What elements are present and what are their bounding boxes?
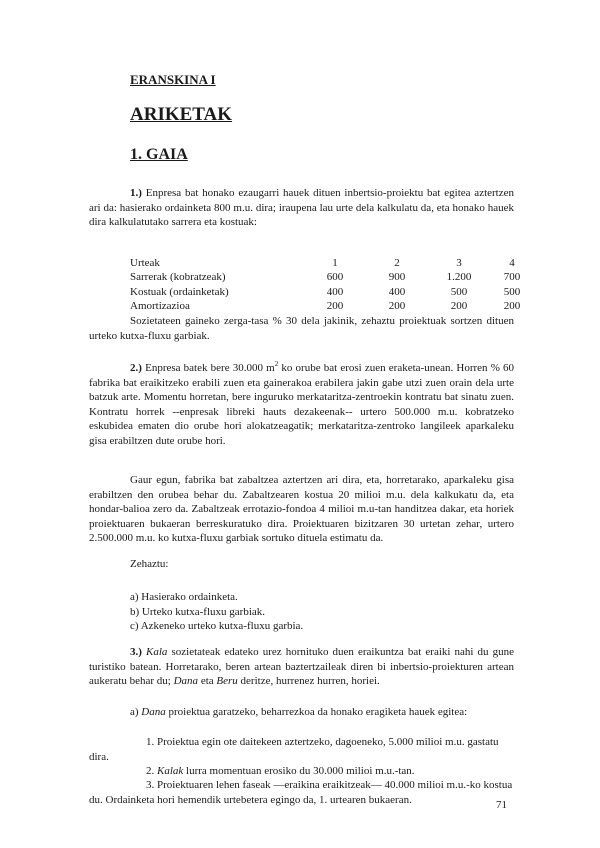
table-cell: Amortizazioa [130,300,190,313]
table-cell: 900 [388,271,406,284]
company-name: Kalak [157,765,184,777]
exercise-2-body-b: ko orube bat erosi zuen eraketa-unean. Horren % 60 fabrika bat eraikitzeko erabili zuen eta gainerakoa erabilera jakin gabe utzi zuen orain dela urte batzuk arte. Momentu horretan, bere inguruko merkataritza-zentroekin kontratu bat sinatu zuen. Kontratu horrek --enpresak libreki hauts dezakeenak-- urtero 500.000 m.u. kobratzeko eskubidea ematen dio orube hori alokatzeagatik; merkataritza-zentroko langileek aparkaleku gisa erabiltzen dute orube hori. [89,362,515,447]
title-heading: ARIKETAK [130,104,233,125]
conclusion-text: Sozietateen gaineko zerga-tasa % 30 dela jakinik, zehaztu proiektuak sortzen dituen urteko kutxa-fluxu garbiak. [89,315,514,342]
table-header-cell: 4 [509,256,515,269]
page-number: 71 [496,799,507,811]
table-cell: 400 [388,285,406,298]
table-header-row [130,256,534,271]
table-cell: 200 [450,300,468,313]
exercise-2-body-a: Enpresa batek bere 30.000 m [145,362,275,374]
exercise-2-paragraph-2 [89,473,514,546]
list-item: c) Azkeneko urteko kutxa-fluxu garbia. [130,620,304,632]
table-cell: 200 [503,300,521,313]
subintro-text: proiektua garatzeko, beharrezkoa da honako eragiketa hauek egitea: [165,706,468,718]
step-2-prefix: 2. [146,765,157,777]
table-header-cell: 2 [394,256,400,269]
table-row [130,271,534,286]
company-name: Kala [146,646,168,658]
table-cell: 200 [326,300,344,313]
annex-heading: ERANSKINA I [130,72,216,87]
list-item: b) Urteko kutxa-fluxu garbiak. [130,605,266,618]
paragraph-text: Gaur egun, fabrika bat zabaltzea aztertzen ari dira, eta, horretarako, aparkaleku gisa erabiltzen den orubea behar du. Zabaltzearen kostua 20 milioi m.u. dela kalkukatu da, eta hondar-balioa zero da. Zabaltzeak errotazio-fondoa 4 milioi m.u-tan handitzea dakar, eta horiek proiektuaren bukaeran berreskuratuko dira. Proiektuaren bizitzaren 30 urtetan zehar, urtero 2.500.000 m.u. ko kutxa-fluxu garbiak sortuko dituela estimatu da. [89,474,514,544]
exercise-2-text [89,361,514,448]
cashflow-table [130,256,534,314]
exercise-2-list [130,590,303,634]
project-name: Dana [141,706,166,718]
exercise-3-body-c: deritze, hurrenez hurren, horiei. [237,675,380,687]
table-header-cell: 1 [332,256,338,269]
table-cell: 500 [450,285,468,298]
list-item: a) Hasierako ordainketa. [130,591,238,603]
exercise-3-body-a: sozietateak edateko urez hornituko duen eraikuntza bat eraiki nahi du gune turistiko batean. Horretarako, beren artean baztertzaileak diren bi inbertsio-proiekturen artean aukeratu behar du; [89,646,514,687]
exercise-3-number: 3.) [130,646,142,658]
superscript: 2 [274,360,279,368]
project-name: Dana [173,675,199,687]
table-cell: 600 [326,271,344,284]
exercise-3-subintro [130,705,467,720]
step-3: 3. Proiektuaren lehen faseak —eraikina eraikitzeak— 40.000 milioi m.u.-ko kostua du. Ordainketa hori hemendik urtebetera egingo da, 1. urtearen bukaeran. [89,779,513,806]
exercise-2-prompt: Zehaztu: [130,558,169,570]
table-cell: 400 [326,285,344,298]
subintro-prefix: a) [130,706,142,718]
exercise-1-text [89,186,514,230]
table-cell: 700 [503,271,521,284]
table-cell: 200 [388,300,406,313]
exercise-2-number: 2.) [130,362,142,374]
table-header-cell: Urteak [130,256,160,269]
exercise-3-body-b: eta [198,675,217,687]
table-cell: Kostuak (ordainketak) [130,285,229,298]
step-2 [89,764,514,779]
exercise-1-number: 1.) [130,187,142,199]
table-cell: 500 [503,285,521,298]
exercise-1-conclusion [89,314,514,343]
table-cell: Sarrerak (kobratzeak) [130,271,226,284]
exercise-3-text [89,645,514,689]
project-name: Beru [216,675,238,687]
table-header-cell: 3 [456,256,462,269]
step-1: 1. Proiektua egin ote daitekeen aztertzeko, dagoeneko, 5.000 milioi m.u. gastatu dira. [89,736,499,763]
exercise-1-body: Enpresa bat honako ezaugarri hauek dituen inbertsio-proiektu bat egitea aztertzen ari da: hasierako ordainketa 800 m.u. dira; iraupena lau urte dela kalkulatu da, eta honako hauek dira kalkulatutako sarrera eta kostuak: [89,187,514,228]
step-2-text: lurra momentuan erosiko du 30.000 milioi m.u.-tan. [183,765,415,777]
table-cell: 1.200 [446,271,472,284]
table-row [130,300,534,315]
table-row [130,285,534,300]
section-heading: 1. GAIA [130,146,188,163]
